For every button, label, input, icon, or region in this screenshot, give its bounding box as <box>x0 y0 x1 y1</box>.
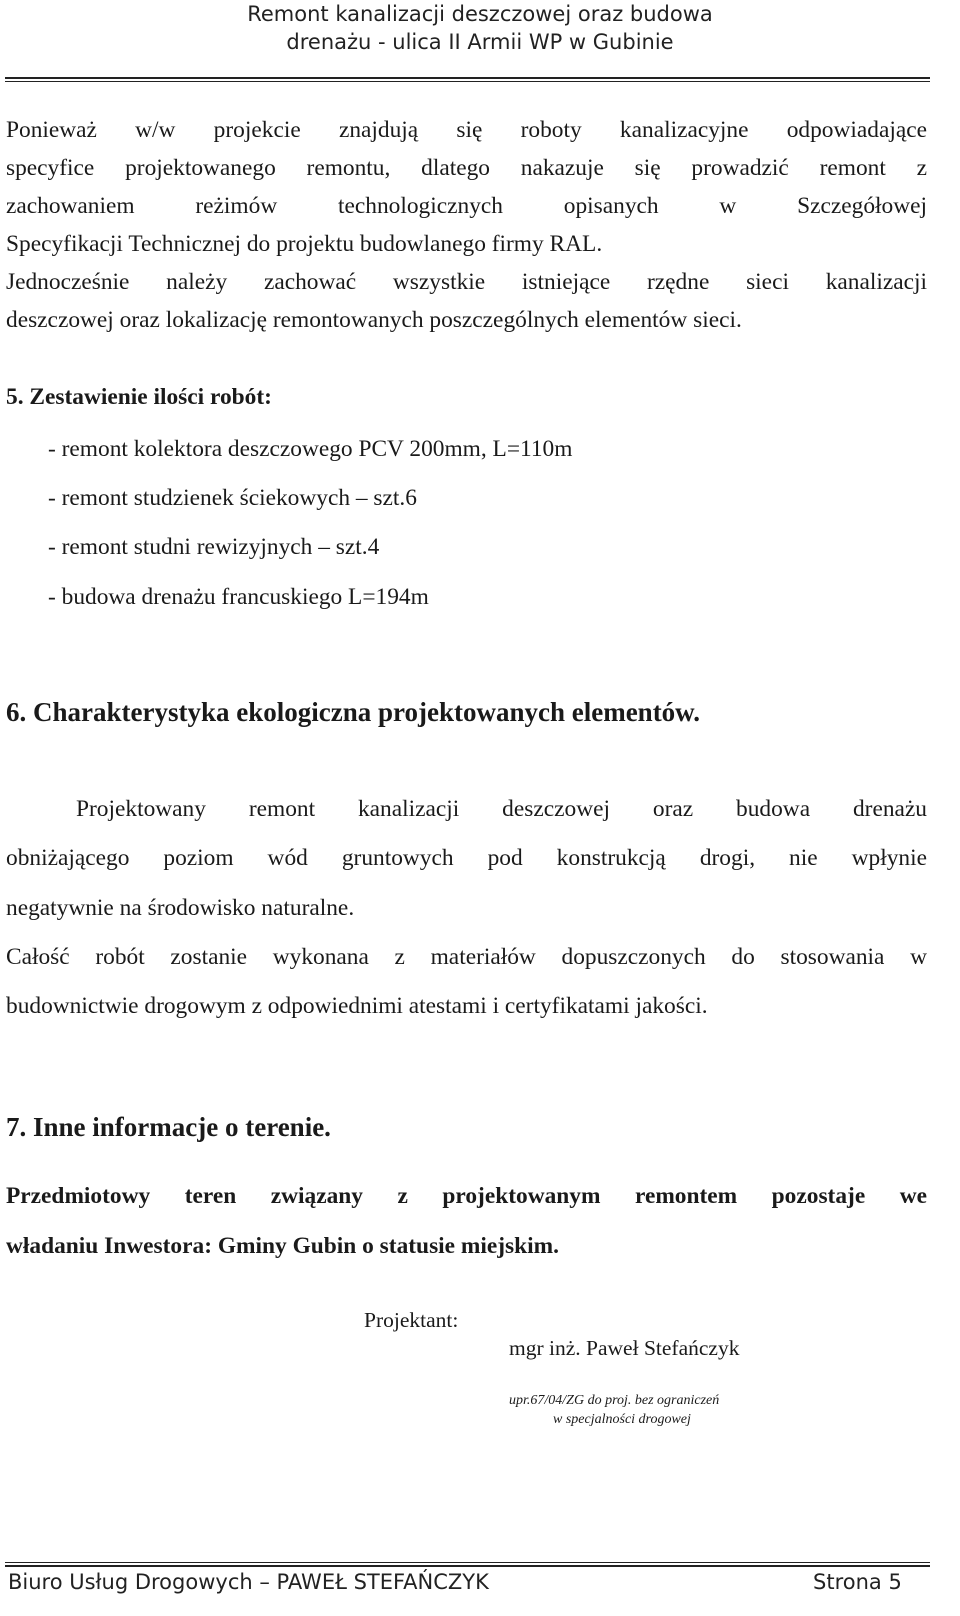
header-divider <box>5 77 930 82</box>
intro-line-3: zachowaniem reżimów technologicznych opisanych w Szczegółowej <box>6 193 927 219</box>
works-list-item: - remont kolektora deszczowego PCV 200mm, L=110m <box>48 436 573 462</box>
license-line-2: w specjalności drogowej <box>553 1412 691 1427</box>
license-line-1: upr.67/04/ZG do proj. bez ograniczeń <box>509 1393 720 1408</box>
page-number: Strona 5 <box>813 1570 902 1594</box>
section6-line-3: negatywnie na środowisko naturalne. <box>6 895 355 921</box>
intro-line-1: Ponieważ w/w projekcie znajdują się roboty kanalizacyjne odpowiadające <box>6 117 927 143</box>
intro-line-2: specyfice projektowanego remontu, dlatego nakazuje się prowadzić remont z <box>6 155 927 181</box>
footer-company: Biuro Usług Drogowych – PAWEŁ STEFAŃCZYK <box>8 1570 489 1594</box>
section7-heading: 7. Inne informacje o terenie. <box>6 1112 331 1142</box>
intro-line-6: deszczowej oraz lokalizację remontowanych poszczególnych elementów sieci. <box>6 307 742 333</box>
section7-line-1: Przedmiotowy teren związany z projektowanym remontem pozostaje we <box>6 1183 927 1209</box>
section6-line-5: budownictwie drogowym z odpowiednimi atestami i certyfikatami jakości. <box>6 993 708 1019</box>
section6-line-1: Projektowany remont kanalizacji deszczowej oraz budowa drenażu <box>76 796 927 822</box>
section5-heading: 5. Zestawienie ilości robót: <box>6 384 272 410</box>
works-list-item: - remont studzienek ściekowych – szt.6 <box>48 485 417 511</box>
works-list-item: - remont studni rewizyjnych – szt.4 <box>48 534 380 560</box>
works-list-item: - budowa drenażu francuskiego L=194m <box>48 584 429 610</box>
footer-divider <box>5 1562 930 1567</box>
header-title-line2: drenażu - ulica II Armii WP w Gubinie <box>286 30 674 54</box>
intro-line-4: Specyfikacji Technicznej do projektu budowlanego firmy RAL. <box>6 231 603 257</box>
section6-line-2: obniżającego poziom wód gruntowych pod konstrukcją drogi, nie wpłynie <box>6 845 927 871</box>
header-title-line1: Remont kanalizacji deszczowej oraz budowa <box>247 2 713 26</box>
designer-name: mgr inż. Paweł Stefańczyk <box>509 1336 740 1360</box>
designer-label: Projektant: <box>364 1308 459 1332</box>
section6-heading: 6. Charakterystyka ekologiczna projektowanych elementów. <box>6 697 700 727</box>
section7-line-2: władaniu Inwestora: Gminy Gubin o statusie miejskim. <box>6 1233 559 1259</box>
section6-line-4: Całość robót zostanie wykonana z materiałów dopuszczonych do stosowania w <box>6 944 927 970</box>
intro-line-5: Jednocześnie należy zachować wszystkie istniejące rzędne sieci kanalizacji <box>6 269 927 295</box>
